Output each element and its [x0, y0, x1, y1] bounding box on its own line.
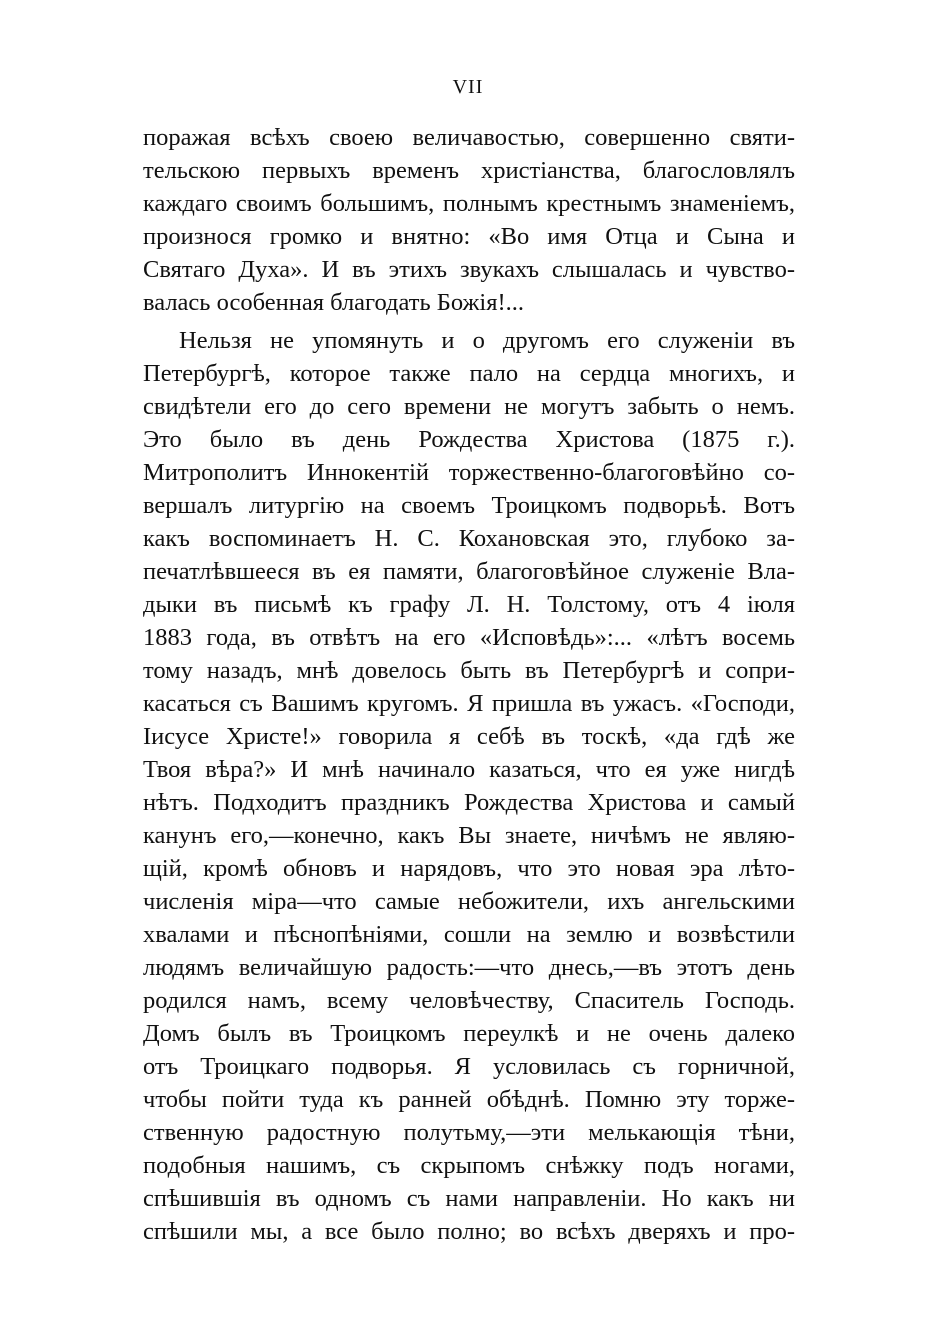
text-line: чтобы пойти туда къ ранней обѣднѣ. Помню эту торже-: [143, 1086, 795, 1113]
text-line: каждаго своимъ большимъ, полнымъ крестнымъ знаменіемъ,: [143, 190, 795, 217]
text-line: щій, кромѣ обновъ и нарядовъ, что это новая эра лѣто-: [143, 855, 795, 882]
text-line: Нельзя не упомянуть и о другомъ его служеніи въ: [179, 327, 795, 354]
text-line: печатлѣвшееся въ ея памяти, благоговѣйное служеніе Вла-: [143, 558, 795, 585]
text-line: нѣтъ. Подходитъ праздникъ Рождества Христова и самый: [143, 789, 795, 816]
text-line: спѣшившія въ одномъ съ нами направленіи. Но какъ ни: [143, 1185, 795, 1212]
text-line: Петербургѣ, которое также пало на сердца многихъ, и: [143, 360, 795, 387]
text-line: родился намъ, всему человѣчеству, Спаситель Господь.: [143, 987, 795, 1014]
text-line: валась особенная благодать Божія!...: [143, 289, 524, 316]
text-line: Іисусе Христе!» говорила я себѣ въ тоскѣ, «да гдѣ же: [143, 723, 795, 750]
text-line: 1883 года, въ отвѣтъ на его «Исповѣдь»:... «лѣтъ восемь: [143, 624, 795, 651]
body-text: [143, 121, 795, 1248]
page-number: VII: [452, 76, 484, 98]
text-line: дыки въ письмѣ къ графу Л. Н. Толстому, отъ 4 іюля: [143, 591, 795, 618]
text-line: касаться съ Вашимъ кругомъ. Я пришла въ ужасъ. «Господи,: [143, 690, 795, 717]
text-line: произнося громко и внятно: «Во имя Отца и Сына и: [143, 223, 795, 250]
text-line: вершалъ литургію на своемъ Троицкомъ подворьѣ. Вотъ: [143, 492, 795, 519]
text-line: Домъ былъ въ Троицкомъ переулкѣ и не очень далеко: [143, 1020, 795, 1047]
text-line: отъ Троицкаго подворья. Я условилась съ горничной,: [143, 1053, 795, 1080]
text-line: Митрополитъ Иннокентій торжественно-благоговѣйно со-: [143, 459, 795, 486]
text-line: канунъ его,—конечно, какъ Вы знаете, ничѣмъ не являю-: [143, 822, 795, 849]
text-line: Святаго Духа». И въ этихъ звукахъ слышалась и чувство-: [143, 256, 795, 283]
text-line: какъ воспоминаетъ Н. С. Кохановская это, глубоко за-: [143, 525, 795, 552]
text-line: Твоя вѣра?» И мнѣ начинало казаться, что ея уже нигдѣ: [143, 756, 795, 783]
text-line: тельскою первыхъ временъ христіанства, благословлялъ: [143, 157, 795, 184]
text-line: свидѣтели его до сего времени не могутъ забыть о немъ.: [143, 393, 795, 420]
text-line: ственную радостную полутьму,—эти мелькающія тѣни,: [143, 1119, 795, 1146]
text-line: хвалами и пѣснопѣніями, сошли на землю и возвѣстили: [143, 921, 795, 948]
text-line: спѣшили мы, а все было полно; во всѣхъ дверяхъ и про-: [143, 1218, 795, 1245]
text-line: людямъ величайшую радость:—что днесь,—въ этотъ день: [143, 954, 795, 981]
text-line: численія міра—что самые небожители, ихъ ангельскими: [143, 888, 795, 915]
text-line: подобныя нашимъ, съ скрыпомъ снѣжку подъ ногами,: [143, 1152, 795, 1179]
text-line: тому назадъ, мнѣ довелось быть въ Петербургѣ и сопри-: [143, 657, 795, 684]
text-line: поражая всѣхъ своею величавостью, совершенно святи-: [143, 124, 795, 151]
text-line: Это было въ день Рождества Христова (1875 г.).: [143, 426, 795, 453]
